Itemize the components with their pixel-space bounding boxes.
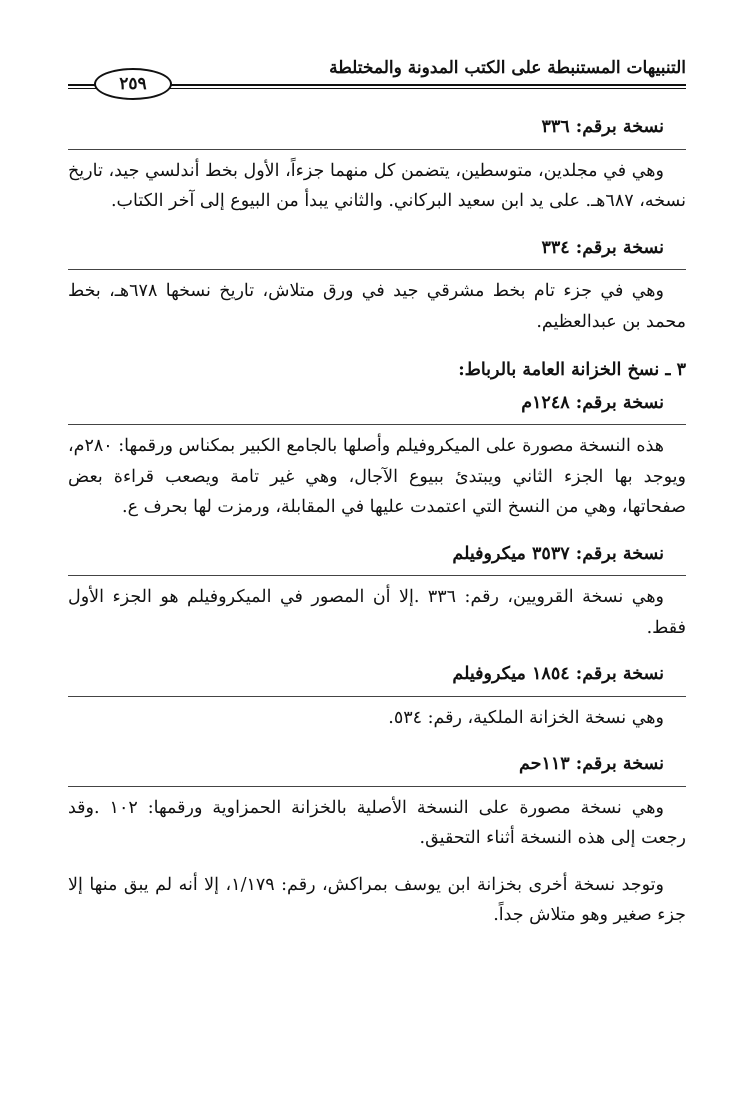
separator-rule xyxy=(68,424,686,425)
separator-rule xyxy=(68,786,686,787)
paragraph: وهي نسخة القرويين، رقم: ٣٣٦ .إلا أن المصور في الميكروفيلم هو الجزء الأول فقط. xyxy=(68,587,686,638)
running-title: التنبيهات المستنبطة على الكتب المدونة والمختلطة xyxy=(329,58,686,78)
paragraph: وهي نسخة الخزانة الملكية، رقم: ٥٣٤. xyxy=(388,707,664,728)
copy-heading: نسخة برقم: ٣٣٦ xyxy=(541,117,664,137)
paragraph: وهي في مجلدين، متوسطين، يتضمن كل منهما جزءاً، الأول بخط أندلسي جيد، تاريخ نسخه، ٦٨٧هـ. على يد ابن سعيد البركاني. والثاني يبدأ من البيوع إلى آخر الكتاب. xyxy=(68,160,686,211)
copy-heading: نسخة برقم: ٣٥٣٧ ميكروفيلم xyxy=(452,543,664,564)
separator-rule xyxy=(68,149,686,150)
paragraph: هذه النسخة مصورة على الميكروفيلم وأصلها بالجامع الكبير بمكناس ورقمها: ٢٨٠م، ويوجد بها الجزء الثاني ويبتدئ ببيوع الآجال، وهي غير تامة ويصعب قراءة بعض صفحاتها، وهي من النسخ التي اعتمدت عليها في المقابلة، ورمزت لها بحرف ع. xyxy=(68,436,686,517)
copy-heading: نسخة برقم: ٣٣٤ xyxy=(541,237,664,258)
copy-heading: نسخة برقم: ١١٣حم xyxy=(518,754,664,774)
separator-rule xyxy=(68,575,686,576)
paragraph: وهي في جزء تام بخط مشرقي جيد في ورق متلاش، تاريخ نسخها ٦٧٨هـ، بخط محمد بن عبدالعظيم. xyxy=(68,281,686,332)
separator-rule xyxy=(68,269,686,270)
separator-rule xyxy=(68,696,686,697)
copy-heading: نسخة برقم: ١٨٥٤ ميكروفيلم xyxy=(452,664,664,684)
page-content xyxy=(68,112,686,947)
page-header xyxy=(68,52,686,92)
paragraph: وهي نسخة مصورة على النسخة الأصلية بالخزانة الحمزاوية ورقمها: ١٠٢ .وقد رجعت إلى هذه النسخة أثناء التحقيق. xyxy=(68,797,686,848)
copy-heading: نسخة برقم: ١٢٤٨م xyxy=(521,392,664,413)
page-number: ٢٥٩ xyxy=(94,68,172,100)
paragraph: وتوجد نسخة أخرى بخزانة ابن يوسف بمراكش، رقم: ١/١٧٩، إلا أنه لم يبق منها إلا جزء صغير وهو متلاش جداً. xyxy=(68,874,686,925)
section-title: ٣ ـ نسخ الخزانة العامة بالرباط: xyxy=(458,360,686,380)
